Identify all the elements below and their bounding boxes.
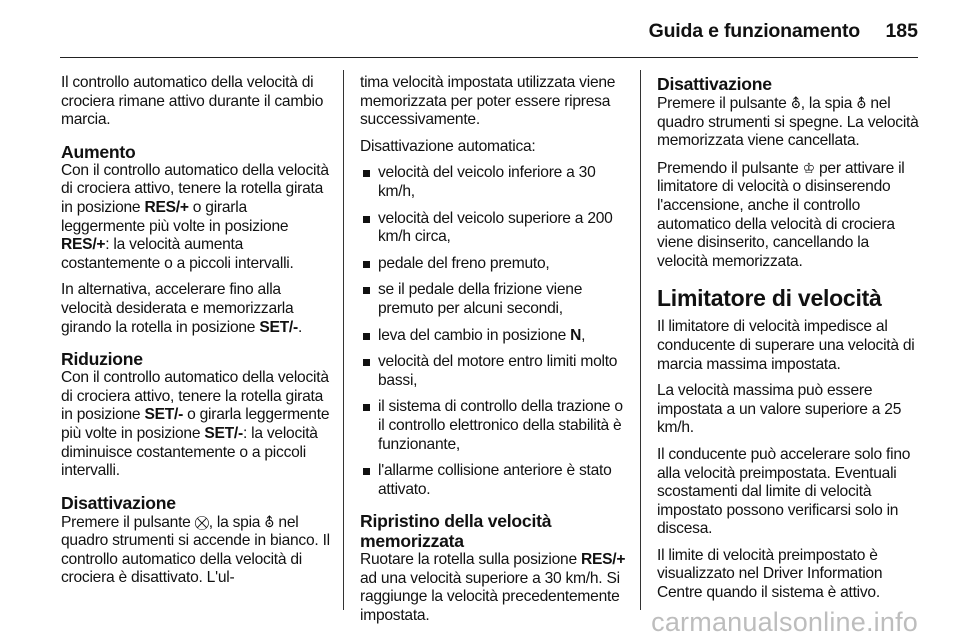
heading-aumento: Aumento: [61, 141, 136, 162]
heading-disattivazione-2: Disattivazione: [657, 74, 772, 94]
page-number: 185: [885, 20, 918, 42]
column-3: [657, 74, 923, 611]
list-item: se il pedale della frizione viene premuto per alcuni secondi,: [360, 281, 630, 318]
column-2: [360, 74, 630, 634]
limitatore-paragraph-4: Il limite di velocità preimpostato è visualizzato nel Driver Information Centre quando il sistema è attivo.: [657, 546, 883, 602]
auto-deactivation-list: [360, 164, 630, 499]
header-rule: [60, 57, 918, 58]
column-divider-2: [640, 70, 641, 610]
list-item: l'allarme collisione anteriore è stato attivato.: [360, 462, 630, 499]
auto-deactivation-label: Disattivazione automatica:: [360, 137, 536, 155]
disattivazione-paragraph-1: Premere il pulsante ⛒, la spia ⛢ nel quadro strumenti si accende in bianco. Il controllo automatico della velocità di crociera è disattivato. L'ul-: [61, 513, 330, 587]
aumento-paragraph-1: Con il controllo automatico della velocità di crociera attivo, tenere la rotella girata in posizione RES/+ o girarla leggermente più volte in posizione RES/+: la velocità aumenta costantemente o a piccoli intervalli.: [61, 161, 329, 272]
disattivazione-paragraph-3: Premendo il pulsante ♔ per attivare il limitatore di velocità o disinserendo l'accensione, anche il controllo automatico della velocità di crociera viene disinserito, cancellando la velocità memorizzata.: [657, 159, 905, 270]
column-divider-1: [343, 70, 344, 610]
limitatore-paragraph-1: Il limitatore di velocità impedisce al conducente di superare una velocità di marcia massima impostata.: [657, 318, 915, 373]
heading-disattivazione-1: Disattivazione: [61, 492, 176, 513]
memorized-speed-paragraph: tima velocità impostata utilizzata viene memorizzata per poter essere ripresa successivamente.: [360, 74, 616, 129]
heading-ripristino: Ripristino della velocità memorizzata: [360, 511, 552, 552]
running-title: Guida e funzionamento: [648, 20, 860, 42]
limitatore-paragraph-3: Il conducente può accelerare solo fino alla velocità preimpostata. Eventuali scostamenti dal limite di velocità impostato possono verificarsi solo in discesa.: [657, 445, 911, 538]
list-item: il sistema di controllo della trazione o il controllo elettronico della stabilità è funzionante,: [360, 398, 630, 454]
limitatore-paragraph-2: La velocità massima può essere impostata a un valore superiore a 25 km/h.: [657, 382, 902, 437]
list-item: leva del cambio in posizione N,: [360, 327, 630, 346]
list-item: pedale del freno premuto,: [360, 255, 630, 274]
page-header: [0, 0, 960, 58]
disattivazione-paragraph-2: Premere il pulsante ⛢, la spia ⛢ nel quadro strumenti si spegne. La velocità memorizzata viene cancellata.: [657, 95, 919, 150]
watermark: carmanualsonline.info: [651, 607, 918, 637]
heading-riduzione: Riduzione: [61, 349, 143, 370]
list-item: velocità del veicolo inferiore a 30 km/h,: [360, 164, 630, 201]
aumento-paragraph-2: In alternativa, accelerare fino alla velocità desiderata e memorizzarla girando la rotella in posizione SET/-.: [61, 281, 303, 336]
cruise-off-button-icon: ⛒: [194, 513, 209, 530]
intro-paragraph: Il controllo automatico della velocità di crociera rimane attivo durante il cambio marcia.: [61, 74, 324, 129]
riduzione-paragraph: Con il controllo automatico della velocità di crociera attivo, tenere la rotella girata in posizione SET/- o girarla leggermente più volte in posizione SET/-: la velocità diminuisce costantemente o a piccoli intervalli.: [61, 369, 330, 480]
column-1: [61, 74, 333, 596]
cruise-control-lamp-icon: ⛢: [856, 95, 867, 111]
list-item: velocità del motore entro limiti molto bassi,: [360, 353, 630, 390]
list-item: velocità del veicolo superiore a 200 km/h circa,: [360, 210, 630, 247]
cruise-control-lamp-icon: ⛢: [264, 513, 275, 530]
heading-limitatore: Limitatore di velocità: [657, 285, 882, 312]
ripristino-paragraph: Ruotare la rotella sulla posizione RES/+ ad una velocità superiore a 30 km/h. Si raggiunge la velocità precedentemente impostata.: [360, 551, 626, 625]
cruise-control-button-icon: ⛢: [790, 95, 801, 111]
speed-limiter-button-icon: ♔: [802, 159, 815, 176]
